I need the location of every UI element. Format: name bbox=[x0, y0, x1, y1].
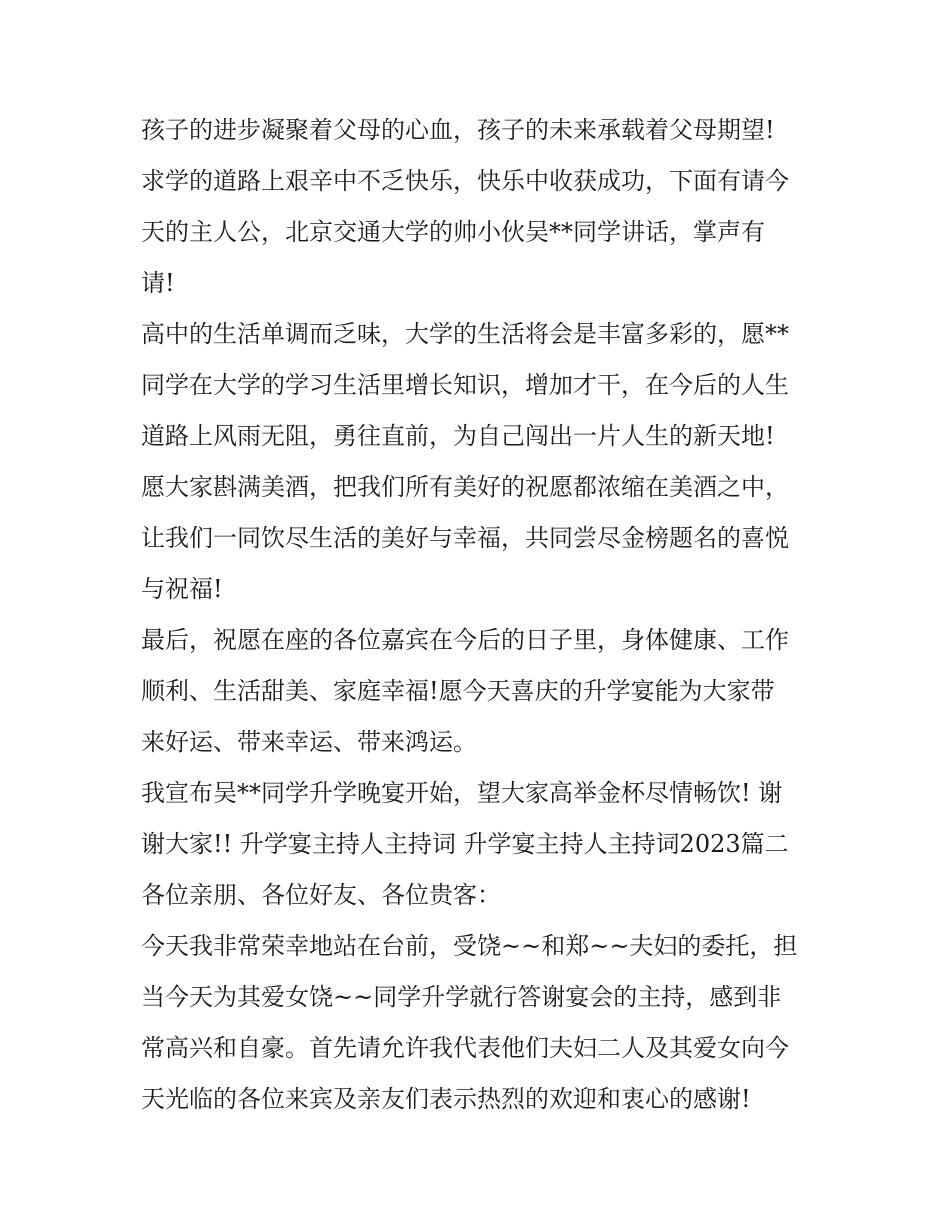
text-line: 愿大家斟满美酒，把我们所有美好的祝愿都浓缩在美酒之中， bbox=[141, 473, 789, 501]
text-line: 今天我非常荣幸地站在台前，受饶~~和郑~~夫妇的委托，担 bbox=[141, 932, 798, 960]
text-line: 高中的生活单调而乏味，大学的生活将会是丰富多彩的，愿** bbox=[141, 320, 789, 348]
text-line: 我宣布吴**同学升学晚宴开始，望大家高举金杯尽情畅饮! 谢 bbox=[141, 779, 783, 807]
text-line: 天光临的各位来宾及亲友们表示热烈的欢迎和衷心的感谢! bbox=[141, 1085, 751, 1113]
text-line: 求学的道路上艰辛中不乏快乐，快乐中收获成功，下面有请今 bbox=[141, 167, 789, 195]
text-line: 各位亲朋、各位好友、各位贵客： bbox=[141, 881, 501, 909]
text-line: 当今天为其爱女饶~~同学升学就行答谢宴会的主持，感到非 bbox=[141, 983, 782, 1011]
text-line: 来好运、带来幸运、带来鸿运。 bbox=[141, 728, 477, 756]
text-line: 孩子的进步凝聚着父母的心血，孩子的未来承载着父母期望! bbox=[141, 116, 775, 144]
text-line: 让我们一同饮尽生活的美好与幸福，共同尝尽金榜题名的喜悦 bbox=[141, 524, 789, 552]
text-line: 请! bbox=[141, 269, 175, 297]
text-line: 顺利、生活甜美、家庭幸福!愿今天喜庆的升学宴能为大家带 bbox=[141, 677, 775, 705]
text-line: 天的主人公，北京交通大学的帅小伙吴**同学讲话，掌声有 bbox=[141, 218, 765, 246]
text-line: 最后，祝愿在座的各位嘉宾在今后的日子里，身体健康、工作 bbox=[141, 626, 789, 654]
text-line: 谢大家!! 升学宴主持人主持词 升学宴主持人主持词2023篇二 bbox=[141, 830, 789, 858]
text-line: 常高兴和自豪。首先请允许我代表他们夫妇二人及其爱女向今 bbox=[141, 1034, 789, 1062]
text-line: 与祝福! bbox=[141, 575, 223, 603]
text-line: 同学在大学的学习生活里增长知识，增加才干，在今后的人生 bbox=[141, 371, 789, 399]
text-line: 道路上风雨无阻，勇往直前，为自己闯出一片人生的新天地! bbox=[141, 422, 775, 450]
document-body bbox=[141, 110, 831, 1130]
